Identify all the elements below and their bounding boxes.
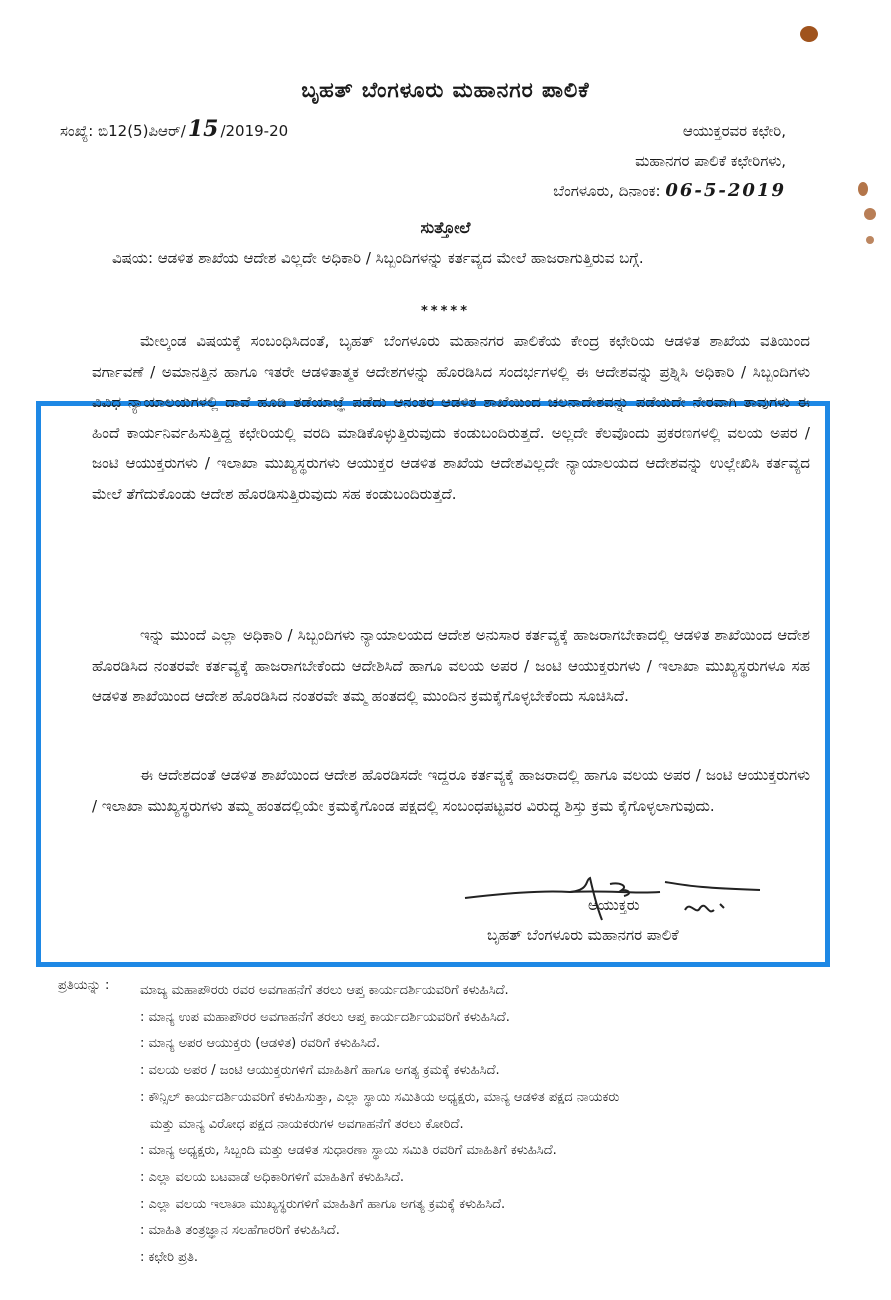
date-handwritten: 06-5-2019 [665,180,786,201]
copy-item-5-continued: ಮತ್ತು ಮಾನ್ಯ ವಿರೋಧ ಪಕ್ಷದ ನಾಯಕರುಗಳ ಅವಗಾಹನೆಗೆ ತರಲು ಕೋರಿದೆ. [150,1116,464,1132]
office-line-1: ಆಯುಕ್ತರವರ ಕಛೇರಿ, [682,122,786,140]
copy-item-2: : ಮಾನ್ಯ ಉಪ ಮಹಾಪೌರರ ಅವಗಾಹನೆಗೆ ತರಲು ಆಪ್ತ ಕಾರ್ಯದರ್ಶಿಯವರಿಗೆ ಕಳುಹಿಸಿದೆ. [140,1009,510,1025]
date-label: ಬೆಂಗಳೂರು, ದಿನಾಂಕ: [553,182,661,200]
copy-item-5: : ಕೌನ್ಸಿಲ್ ಕಾರ್ಯದರ್ಶಿಯವರಿಗೆ ಕಳುಹಿಸುತ್ತಾ, ಎಲ್ಲಾ ಸ್ಥಾಯಿ ಸಮಿತಿಯ ಅಧ್ಯಕ್ಷರು, ಮಾನ್ಯ ಆಡಳಿತ ಪಕ್ಷದ ನಾಯಕರು [140,1089,620,1105]
office-line-2: ಮಹಾನಗರ ಪಾಲಿಕೆ ಕಛೇರಿಗಳು, [635,152,786,170]
ref-handwritten-number: 15 [187,116,219,142]
reference-number [60,116,288,142]
circular-title: ಸುತ್ತೋಲೆ [420,218,471,237]
ref-suffix: /2019-20 [220,122,289,140]
signatory-organization: ಬೃಹತ್ ಬೆಂಗಳೂರು ಮಹಾನಗರ ಪಾಲಿಕೆ [487,926,679,944]
copy-item-9: : ಮಾಹಿತಿ ತಂತ್ರಜ್ಞಾನ ಸಲಹೆಗಾರರಿಗೆ ಕಳುಹಿಸಿದೆ. [140,1223,340,1239]
body-paragraph-2: ಇನ್ನು ಮುಂದೆ ಎಲ್ಲಾ ಅಧಿಕಾರಿ / ಸಿಬ್ಬಂದಿಗಳು ನ್ಯಾಯಾಲಯದ ಆದೇಶ ಅನುಸಾರ ಕರ್ತವ್ಯಕ್ಕೆ ಹಾಜರಾಗಬೇಕಾದಲ್ಲಿ ಆಡಳಿತ ಶಾಖೆಯಿಂದ ಆದೇಶ ಹೊರಡಿಸಿದ ನಂತರವೇ ಕರ್ತವ್ಯಕ್ಕೆ ಹಾಜರಾಗಬೇಕೆಂದು ಆದೇಶಿಸಿದೆ ಹಾಗೂ ವಲಯ ಅಪರ / ಜಂಟಿ ಆಯುಕ್ತರುಗಳು / ಇಲಾಖಾ ಮುಖ್ಯಸ್ಥರುಗಳೂ ಸಹ ಆಡಳಿತ ಶಾಖೆಯಿಂದ ಆದೇಶ ಹೊರಡಿಸಿದ ನಂತರವೇ ತಮ್ಮ ಹಂತದಲ್ಲಿ ಮುಂದಿನ ಕ್ರಮಕೈಗೊಳ್ಳಬೇಕೆಂದು ಸೂಚಿಸಿದೆ. [92,626,810,706]
ink-stain-top [800,26,818,42]
organization-title: ಬೃಹತ್ ಬೆಂಗಳೂರು ಮಹಾನಗರ ಪಾಲಿಕೆ [301,78,590,102]
body-paragraph-1-display: ಮೇಲ್ಕಂಡ ವಿಷಯಕ್ಕೆ ಸಂಬಂಧಿಸಿದಂತೆ, ಬೃಹತ್ ಬೆಂಗಳೂರು ಮಹಾನಗರ ಪಾಲಿಕೆಯ ಕೇಂದ್ರ ಕಛೇರಿಯ ಆಡಳಿತ ಶಾಖೆಯ ವತಿಯಿಂದ ವರ್ಗಾವಣೆ / ಅಮಾನತ್ತಿನ ಹಾಗೂ ಇತರೇ ಆಡಳಿತಾತ್ಮಕ ಆದೇಶಗಳನ್ನು ಹೊರಡಿಸಿದ ಸಂದರ್ಭಗಳಲ್ಲಿ ಈ ಆದೇಶವನ್ನು ಪ್ರಶ್ನಿಸಿ ಅಧಿಕಾರಿ / ಸಿಬ್ಬಂದಿಗಳು ವಿವಿಧ ನ್ಯಾಯಾಲಯಗಳಲ್ಲಿ ದಾವೆ ಹೂಡಿ ತಡೆಯಾಜ್ಞೆ ಪಡೆದು ಆನಂತರ ಆಡಳಿತ ಶಾಖೆಯಿಂದ ಚಲನಾದೇಶವನ್ನು ಪಡೆಯದೇ ನೇರವಾಗಿ ತಾವುಗಳು ಈ ಹಿಂದೆ ಕಾರ್ಯನಿರ್ವಹಿಸುತ್ತಿದ್ದ ಕಛೇರಿಯಲ್ಲಿ ವರದಿ ಮಾಡಿಕೊಳ್ಳುತ್ತಿರುವುದು ಕಂಡುಬಂದಿರುತ್ತದೆ. ಅಲ್ಲದೇ ಕೆಲವೊಂದು ಪ್ರಕರಣಗಳಲ್ಲಿ ವಲಯ ಅಪರ / ಜಂಟಿ ಆಯುಕ್ತರುಗಳು / ಇಲಾಖಾ ಮುಖ್ಯಸ್ಥರುಗಳು ಆಯುಕ್ತರ ಆಡಳಿತ ಶಾಖೆಯ ಆದೇಶವಿಲ್ಲದೇ ನ್ಯಾಯಾಲಯದ ಆದೇಶವನ್ನು ಉಲ್ಲೇಖಿಸಿ ಕರ್ತವ್ಯದ ಮೇಲೆ ತೆಗೆದುಕೊಂಡು ಆದೇಶ ಹೊರಡಿಸುತ್ತಿರುವುದು ಸಹ ಕಂಡುಬಂದಿರುತ್ತದೆ. [92,332,810,503]
copy-item-8: : ಎಲ್ಲಾ ವಲಯ ಇಲಾಖಾ ಮುಖ್ಯಸ್ಥರುಗಳಿಗೆ ಮಾಹಿತಿಗೆ ಹಾಗೂ ಅಗತ್ಯ ಕ್ರಮಕ್ಕೆ ಕಳುಹಿಸಿದೆ. [140,1196,506,1212]
body-paragraph-3: ಈ ಆದೇಶದಂತೆ ಆಡಳಿತ ಶಾಖೆಯಿಂದ ಆದೇಶ ಹೊರಡಿಸದೇ ಇದ್ದರೂ ಕರ್ತವ್ಯಕ್ಕೆ ಹಾಜರಾದಲ್ಲಿ ಹಾಗೂ ವಲಯ ಅಪರ / ಜಂಟಿ ಆಯುಕ್ತರುಗಳು / ಇಲಾಖಾ ಮುಖ್ಯಸ್ಥರುಗಳು ತಮ್ಮ ಹಂತದಲ್ಲಿಯೇ ಕ್ರಮಕೈಗೊಂಡ ಪಕ್ಷದಲ್ಲಿ ಸಂಬಂಧಪಟ್ಟವರ ವಿರುದ್ಧ ಶಿಸ್ತು ಕ್ರಮ ಕೈಗೊಳ್ಳಲಾಗುವುದು. [92,766,810,815]
copy-item-10: : ಕಛೇರಿ ಪ್ರತಿ. [140,1250,199,1266]
copy-item-4: : ವಲಯ ಅಪರ / ಜಂಟಿ ಆಯುಕ್ತರುಗಳಿಗೆ ಮಾಹಿತಿಗೆ ಹಾಗೂ ಅಗತ್ಯ ಕ್ರಮಕ್ಕೆ ಕಳುಹಿಸಿದೆ. [140,1063,500,1079]
copy-item-6: : ಮಾನ್ಯ ಅಧ್ಯಕ್ಷರು, ಸಿಬ್ಬಂದಿ ಮತ್ತು ಆಡಳಿತ ಸುಧಾರಣಾ ಸ್ಥಾಯಿ ಸಮಿತಿ ರವರಿಗೆ ಮಾಹಿತಿಗೆ ಕಳುಹಿಸಿದೆ. [140,1143,557,1159]
ink-stain-right-1 [858,182,868,196]
subject-line: ವಿಷಯ: ಆಡಳಿತ ಶಾಖೆಯ ಆದೇಶ ವಿಲ್ಲದೇ ಅಧಿಕಾರಿ / ಸಿಬ್ಬಂದಿಗಳನ್ನು ಕರ್ತವ್ಯದ ಮೇಲೆ ಹಾಜರಾಗುತ್ತಿರುವ ಬಗ್ಗೆ. [112,249,644,267]
copy-item-3: : ಮಾನ್ಯ ಅಪರ ಆಯುಕ್ತರು (ಆಡಳಿತ) ರವರಿಗೆ ಕಳುಹಿಸಿದೆ. [140,1036,381,1052]
date-line [553,176,786,206]
signatory-designation: ಆಯುಕ್ತರು [588,896,640,914]
copy-item-7: : ಎಲ್ಲಾ ವಲಯ ಬಟವಾಡೆ ಅಧಿಕಾರಿಗಳಿಗೆ ಮಾಹಿತಿಗೆ ಕಳುಹಿಸಿದೆ. [140,1169,404,1185]
copies-list [140,978,830,1272]
copy-item-1: ಮಾಜ್ಯ ಮಹಾಪೌರರು ರವರ ಅವಗಾಹನೆಗೆ ತರಲು ಆಪ್ತ ಕಾರ್ಯದರ್ಶಿಯವರಿಗೆ ಕಳುಹಿಸಿದೆ. [140,983,509,998]
ref-prefix: ಸಂಖ್ಯೆ: ಬಿ12(5)ಪಿಆರ್/ [60,122,186,140]
separator-stars: ***** [421,304,470,319]
copies-label: ಪ್ರತಿಯನ್ನು : [58,978,110,993]
office-address [553,116,786,206]
